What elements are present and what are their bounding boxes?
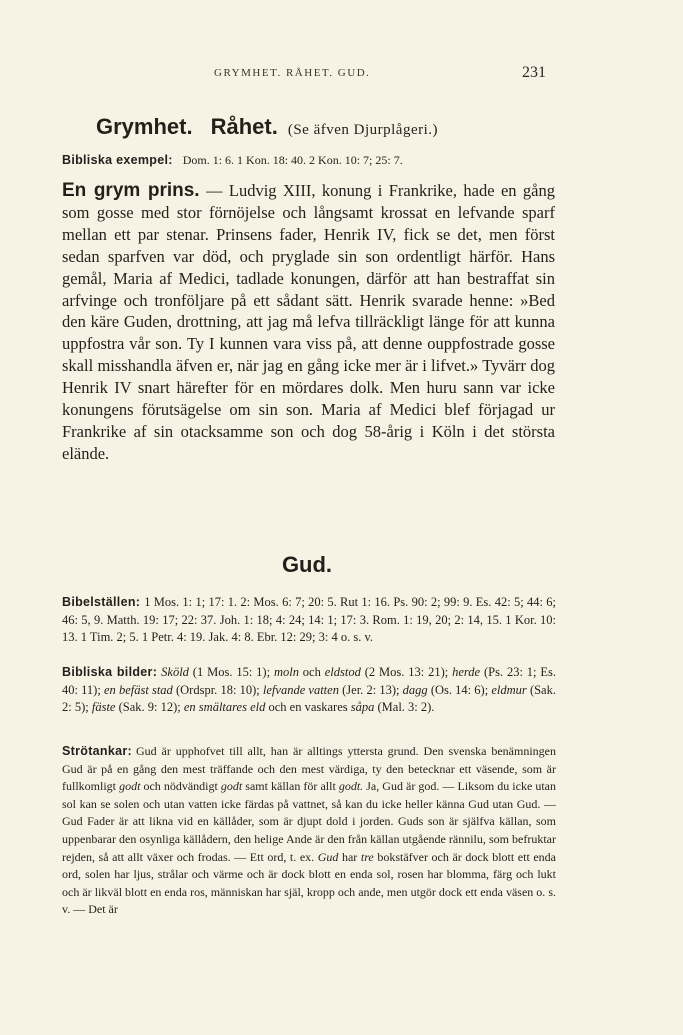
bibliska-bilder-segment: (Jer. 2: 13); — [338, 682, 403, 697]
bibliska-bilder-segment: fäste — [91, 700, 116, 714]
bibliska-bilder-segment: (2 Mos. 13: 21); — [360, 665, 453, 679]
bibliska-bilder-segment: en befäst stad — [103, 682, 173, 697]
topic-heading — [96, 114, 438, 140]
bibliska-bilder-segment: (Mal. 3: 2). — [374, 700, 435, 714]
strotankar-segment: och nödvändigt — [140, 779, 221, 794]
bibelstallen-text: 1 Mos. 1: 1; 17: 1. 2: Mos. 6: 7; 20: 5. Rut 1: 16. Ps. 90: 2; 99: 9. Es. 42: 5; 44: 6; 46: 5, 9. Matth. 19: 17; 22: 37. Joh. 1: 18; 4: 24; 14: 1; 17: 3. Rom. 1: 19, 20; 2: 14, 15. 1 Kor. 10: 13. 1 Tim. 2; 5. 1 Petr. 4: 19. Jak. 4: 8. Ebr. 12: 29; 3: 4 o. s. v. — [62, 595, 556, 644]
bibliska-bilder-segment: eldmur — [491, 682, 527, 697]
entry-strotankar — [62, 743, 556, 919]
bibliska-bilder-segment: (Os. 14: 6); — [427, 682, 492, 697]
bibliska-bilder-label: Bibliska bilder: — [62, 665, 158, 679]
bibliska-bilder-segment: (Sak. 9: 12); — [115, 700, 184, 714]
bibliska-bilder-segment: herde — [452, 665, 481, 679]
story-paragraph — [62, 180, 555, 465]
strotankar-segment: Ja, Gud är god. — Liksom du icke utan sol kan se solen och utan vatten icke färdas på vattnet, så kan du icke heller känna Gud utan Gud. — Gud Fader är att likna vid en källåder, som är djupt dold i jorden. Guds son är själfva källan, som uppenbarar den osynliga källådern, den helige Ande är den från källan utgående rännilu, som befruktar rejden, så att allt växer och frodas. — Ett ord, t. ex. — [62, 779, 556, 864]
strotankar-label: Strötankar: — [62, 744, 132, 758]
bibliska-bilder-segment: och — [298, 665, 325, 679]
bibliska-bilder-segment: dagg — [402, 682, 428, 697]
bible-examples — [62, 151, 403, 169]
bibliska-bilder-segment: moln — [273, 665, 299, 679]
bibliska-bilder-segment: (Sak. 2: 5); — [62, 682, 556, 714]
strotankar-text — [62, 744, 556, 916]
heading-word-rahet: Råhet. — [210, 114, 278, 139]
bibliska-bilder-segment: såpa — [350, 700, 375, 714]
bibliska-bilder-segment: eldstod — [324, 665, 361, 679]
bibliska-bilder-segment: (Ordspr. 18: 10); — [172, 682, 263, 697]
strotankar-segment: bokstäfver och är dock blott ett enda ord, solen har ljus, strålar och värme och är dock blott en enda sol, rosen har blomma, färg och lukt och är likväl blott en enda ros, människan har själ, kropp och ande, men utgör dock ett enda väsen o. s. v. — Det är — [62, 849, 557, 917]
bibelstallen-label: Bibelställen: — [62, 595, 141, 609]
bibliska-bilder-segment: en smältares eld — [183, 700, 266, 714]
running-head — [0, 64, 683, 80]
bibliska-bilder-segment: och en vaskares — [265, 700, 351, 714]
strotankar-segment: Gud — [317, 849, 339, 864]
entry-bibelstallen — [62, 594, 556, 647]
strotankar-segment: tre — [360, 849, 374, 864]
section-title-gud: Gud. — [281, 552, 333, 577]
strotankar-segment: godt — [220, 779, 243, 794]
see-also-reference: (Se äfven Djurplågeri.) — [287, 122, 439, 138]
bibliska-bilder-segment: lefvande vatten — [262, 682, 339, 697]
bible-examples-label: Bibliska exempel: — [62, 153, 173, 167]
strotankar-segment: godt. — [338, 779, 364, 794]
page-number: 231 — [522, 64, 546, 81]
entry-bibliska-bilder — [62, 664, 556, 717]
story-title: En grym prins. — [62, 180, 200, 201]
bibliska-bilder-segment: (Ps. 23: 1; Es. 40: 11); — [62, 665, 557, 697]
story-text: — Ludvig XIII, konung i Frankrike, hade en gång som gosse med stor förnöjelse och långsamt krossat en lefvande sparf mellan ett par stenar. Prinsens fader, Henrik IV, fick se det, men först sedan sparfven var död, och pryglade sin son ordentligt härför. Hans gemål, Maria af Medici, tadlade konungen, därför att han bestraffat sin arfvinge och tronföljare på ett sådant sätt. Henrik svarade henne: »Bed den käre Guden, drottning, att jag må lefva tillräckligt länge för att kunna uppfostra vår son. Ty I kunnen vara viss på, att denne ouppfostrade gosse skall misshandla äfven er, när jag en gång icke mer är i lifvet.» Tyvärr dog Henrik IV snart härefter för en mördares dolk. Men huru sann var icke konungens förutsägelse om sin son. Maria af Medici blef förjagad ur Frankrike af sin otacksamme son och dog 58-årig i Köln i det största elände. — [62, 181, 555, 463]
strotankar-segment: Gud är upphofvet till allt, han är alltings yttersta grund. Den svenska benämningen Gud är på en gång den mest träffande och den mest värdiga, ty den betecknar ett väsende, som är fullkomligt — [62, 744, 556, 794]
strotankar-segment: samt källan för allt — [242, 779, 339, 794]
strotankar-segment: har — [338, 849, 361, 864]
bible-examples-refs: Dom. 1: 6. 1 Kon. 18: 40. 2 Kon. 10: 7; 25: 7. — [182, 153, 403, 167]
bibliska-bilder-segment: Sköld — [161, 665, 189, 679]
heading-word-grymhet: Grymhet. — [96, 114, 193, 139]
running-title: GRYMHET. RÅHET. GUD. — [214, 67, 371, 79]
bibliska-bilder-segment: (1 Mos. 15: 1); — [188, 665, 274, 679]
strotankar-segment: godt — [119, 779, 141, 794]
